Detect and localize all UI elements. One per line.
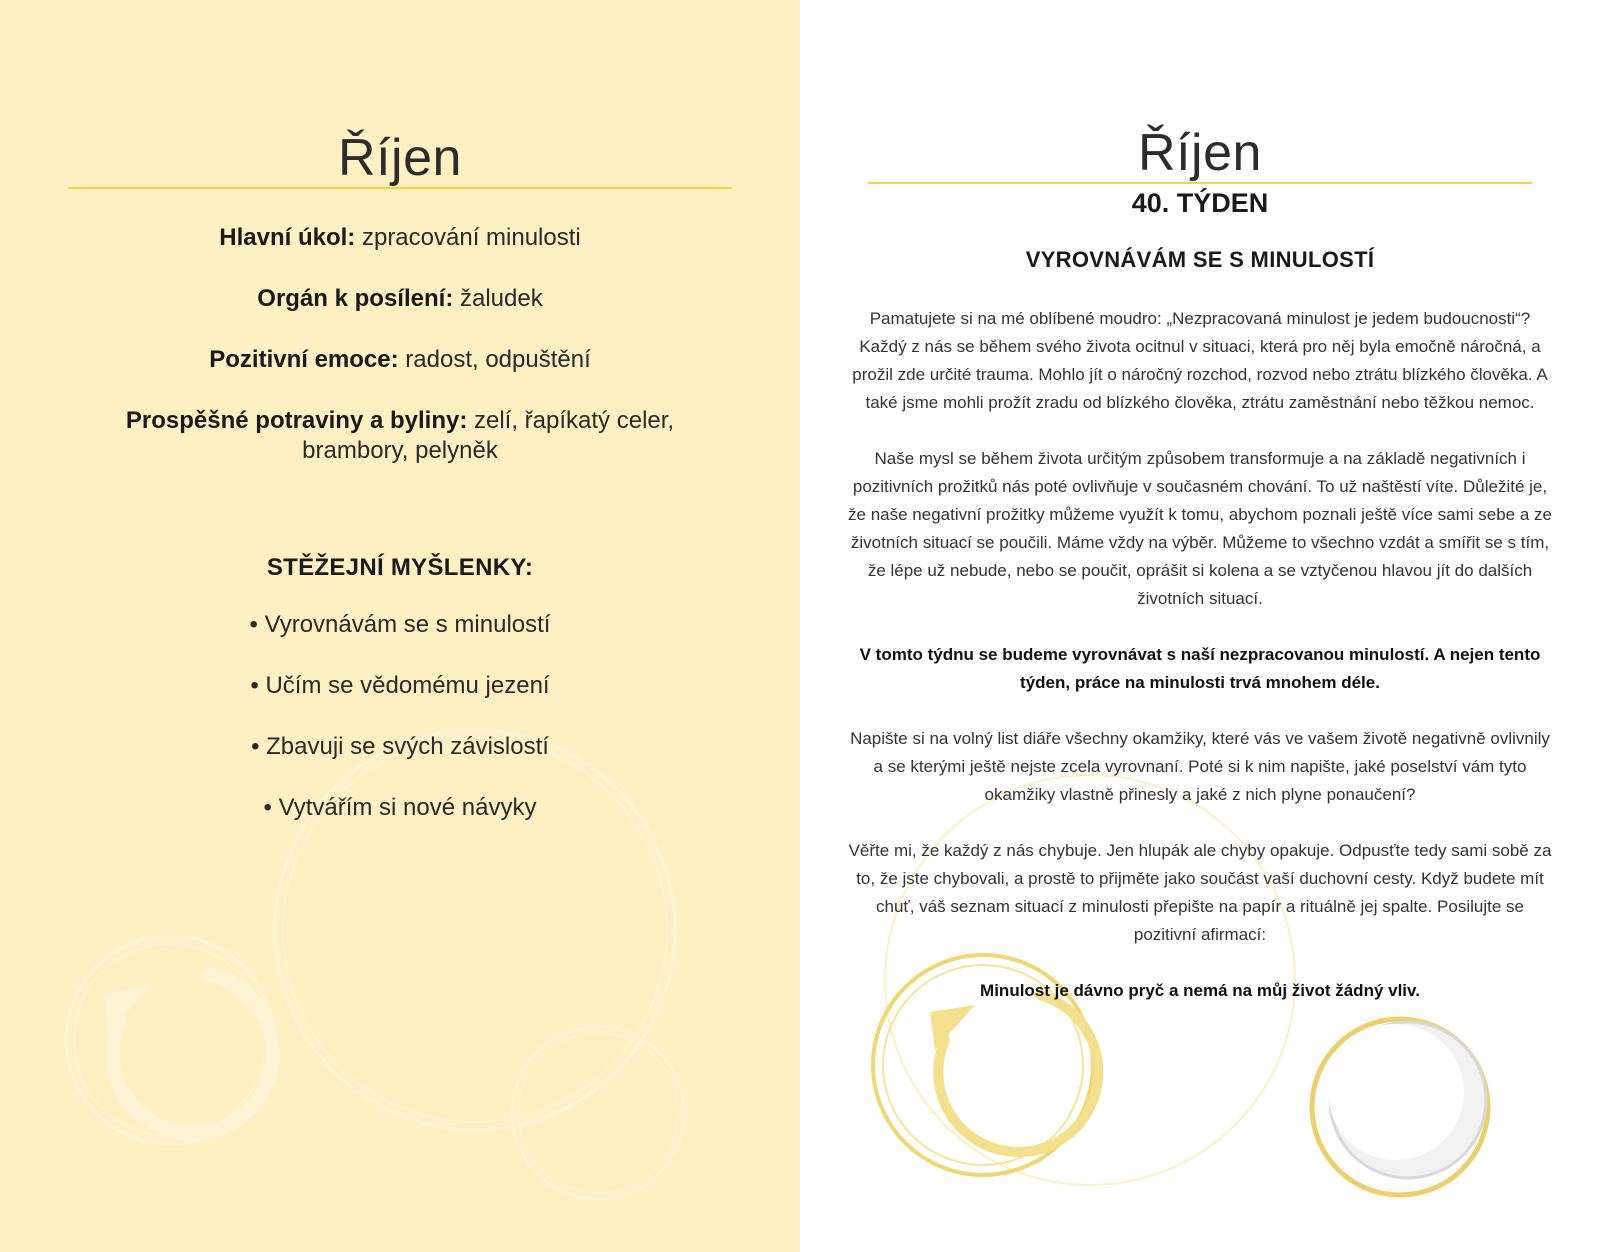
key-thoughts [70,554,730,854]
right-page-title: Říjen [1138,124,1262,182]
key-thought-item: • Vyrovnávám se s minulostí [249,611,551,638]
arrow-head-icon [104,985,150,1035]
info-label: Hlavní úkol: [219,224,356,251]
small-ring-inner [518,1033,678,1193]
paragraph-emphasis: V tomto týdnu se budeme vyrovnávat s naší nezpracovanou minulostí. A nejen tento týden, práce na minulosti trvá mnohem déle. [859,645,1541,692]
key-thoughts-heading: STĚŽEJNÍ MYŠLENKY: [266,554,534,581]
info-value: žaludek [459,285,543,312]
right-page [800,0,1600,1252]
info-label: Prospěšné potraviny a byliny: [125,407,468,434]
info-value: zelí, řapíkatý celer, brambory, pelyněk [302,407,675,464]
circular-arrow-icon [113,975,273,1133]
week-body [848,305,1552,1033]
left-ring [66,936,274,1144]
key-thought-item: • Učím se vědomému jezení [250,672,550,699]
pearl-shade [1330,1022,1486,1178]
week-subtitle: VYROVNÁVÁM SE S MINULOSTÍ [1025,247,1375,272]
info-organ [70,284,730,314]
key-thought-item: • Vytvářím si nové návyky [263,794,537,821]
paragraph: Naše mysl se během života určitým způsobem transformuje a na základě negativních i pozitivních prožitků nás poté ovlivňuje v současném chování. To už naštěstí víte. Důležité je, že naše negativní prožitky můžeme využít k tomu, abychom poznali ještě více sami sebe a ze životních situací se poučili. Máme vždy na výběr. Můžeme to všechno vzdát a smířit se s tím, že lépe už nebude, nebo se poučit, oprášit si kolena a se vztyčenou hlavou jít do dalších životních situací. [848,449,1552,608]
key-thought-item: • Zbavuji se svých závislostí [251,733,549,760]
small-ring [512,1027,684,1199]
pearl-ring [1312,1019,1488,1195]
left-ring-inner [74,944,266,1136]
affirmation: Minulost je dávno pryč a nemá na můj život žádný vliv. [980,981,1420,1000]
info-value: radost, odpuštění [405,346,591,373]
paragraph: Pamatujete si na mé oblíbené moudro: „Nezpracovaná minulost je jedem budoucnosti“? Každý z nás se během svého života ocitnul v situaci, která pro něj byla emočně náročná, a prožil zde určité trauma. Mohlo jít o náročný rozchod, rozvod nebo ztrátu blízkého člověka. A také jsme mohli prožít zradu od blízkého člověka, ztrátu zaměstnání nebo těžkou nemoc. [852,309,1548,412]
pearl-highlight [1328,1024,1464,1160]
info-label: Orgán k posílení: [257,285,454,312]
month-info [70,223,730,497]
info-main-task [70,223,730,253]
left-title-rule [68,187,732,189]
week-number: 40. TÝDEN [1131,188,1269,218]
left-page-title: Říjen [338,129,462,187]
info-emotions [70,345,730,375]
info-value: zpracování minulosti [361,224,581,251]
paragraph: Věřte mi, že každý z nás chybuje. Jen hlupák ale chyby opakuje. Odpusťte tedy sami sobě za to, že jste chybovali, a prostě to přijměte jako součást vaší duchovní cesty. Když budete mít chuť, váš seznam situací z minulosti přepište na papír a rituálně jej spalte. Posilujte se pozitivní afirmací: [848,841,1552,944]
info-label: Pozitivní emoce: [209,346,399,373]
paragraph: Napište si na volný list diáře všechny okamžiky, které vás ve vašem životě negativně ovlivnily a se kterými ještě nejste zcela vyrovnaní. Poté si k nim napište, jaké poselství vám tyto okamžiky vlastně přinesly a jaké z nich plyne ponaučení? [850,729,1550,804]
right-title-rule [868,182,1532,184]
info-foods [70,406,730,466]
